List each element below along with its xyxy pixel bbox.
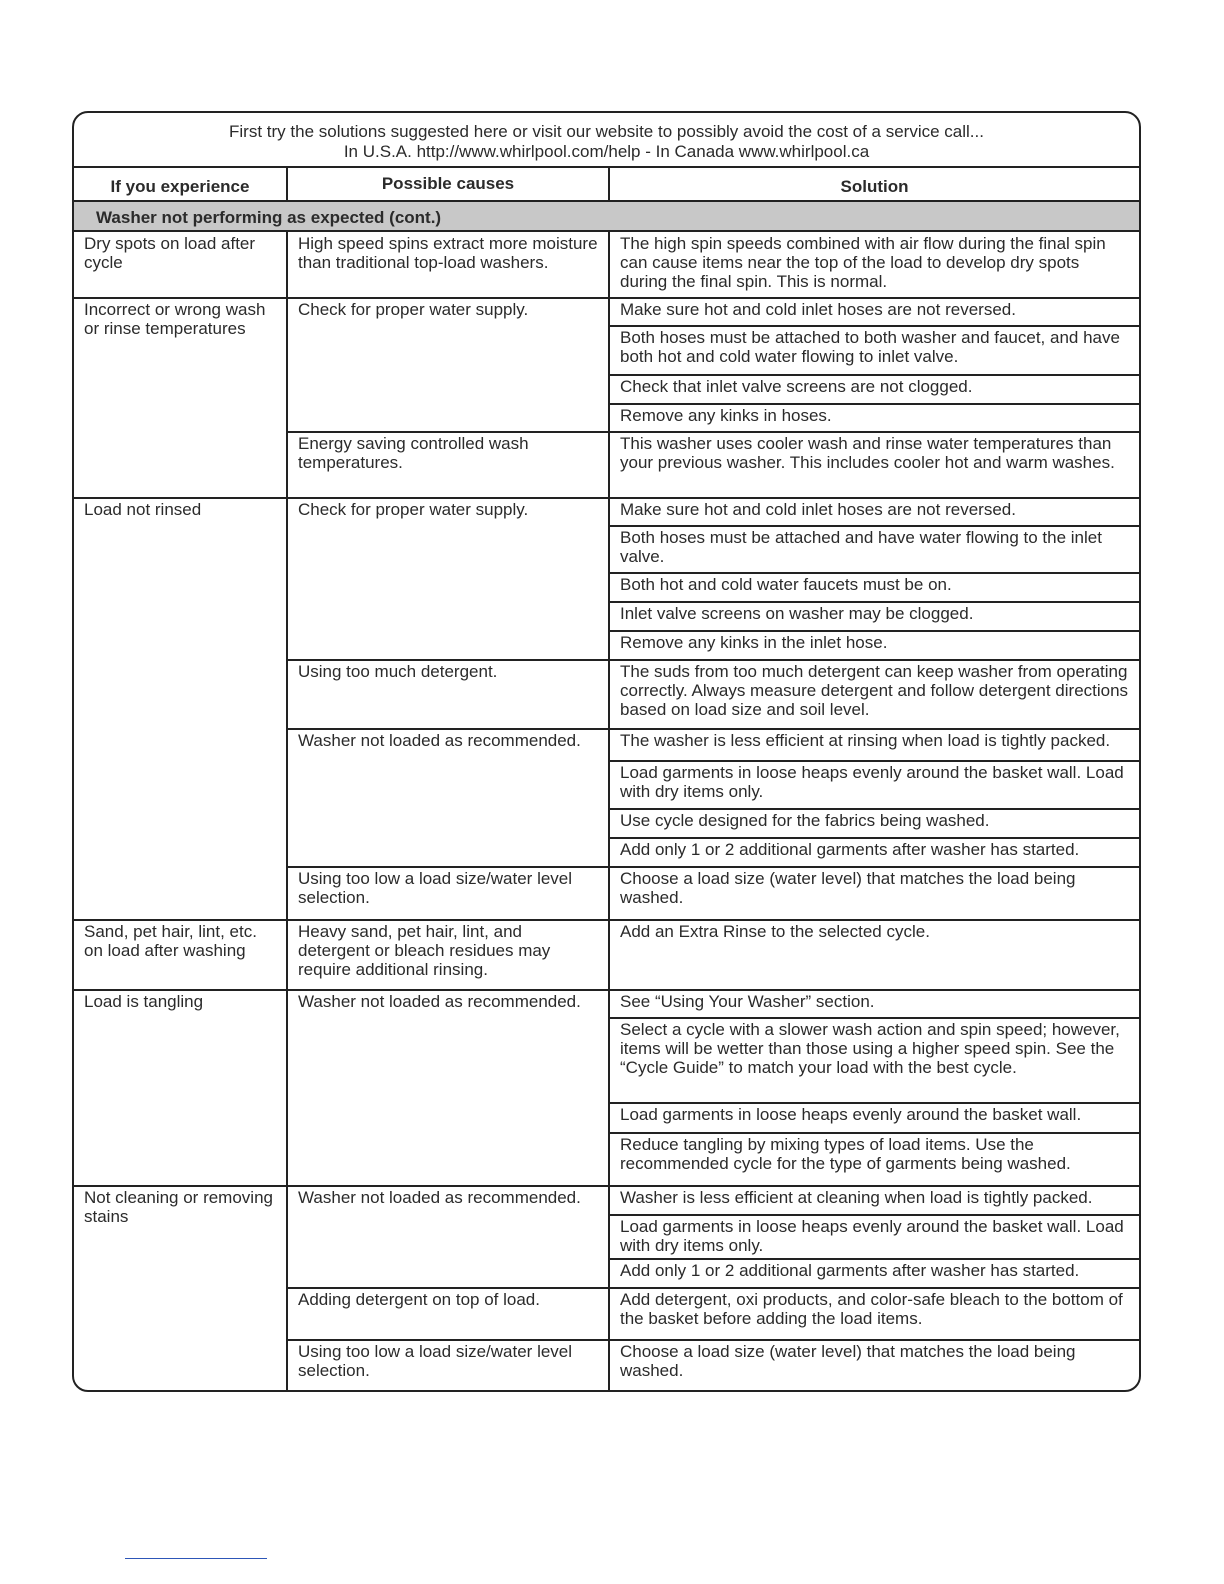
cause-cell: Using too much detergent. xyxy=(298,662,498,681)
intro-line-1: First try the solutions suggested here or visit our website to possibly avoid the cost of a service call... xyxy=(229,122,984,141)
cause-cell: Using too low a load size/water level selection. xyxy=(298,869,573,907)
solution-rule xyxy=(608,808,1139,810)
solution-cell: Add an Extra Rinse to the selected cycle. xyxy=(620,922,930,941)
solution-rule xyxy=(608,866,1139,868)
solution-cell: The washer is less efficient at rinsing when load is tightly packed. xyxy=(620,731,1111,750)
solution-cell: Both hoses must be attached and have water flowing to the inlet valve. xyxy=(620,528,1102,566)
solution-rule xyxy=(608,525,1139,527)
solution-cell: Make sure hot and cold inlet hoses are not reversed. xyxy=(620,300,1016,319)
solution-cell: Load garments in loose heaps evenly around the basket wall. Load with dry items only. xyxy=(620,763,1124,801)
section-band xyxy=(74,202,1139,231)
solution-cell: The suds from too much detergent can keep washer from operating correctly. Always measure detergent and follow detergent directions based on load size and soil level. xyxy=(620,662,1129,719)
cause-cell: Using too low a load size/water level selection. xyxy=(298,1342,573,1380)
solution-rule xyxy=(608,572,1139,574)
solution-cell: Use cycle designed for the fabrics being washed. xyxy=(620,811,990,830)
solution-rule xyxy=(608,1132,1139,1134)
solution-cell: See “Using Your Washer” section. xyxy=(620,992,875,1011)
experience-cell: Not cleaning or removing stains xyxy=(84,1188,273,1226)
solution-cell: Both hot and cold water faucets must be on. xyxy=(620,575,952,594)
solution-rule xyxy=(608,1339,1139,1341)
solution-cell: Check that inlet valve screens are not clogged. xyxy=(620,377,973,396)
header-solution: Solution xyxy=(840,177,909,196)
solution-cell: Remove any kinks in hoses. xyxy=(620,406,832,425)
column-divider-2 xyxy=(608,231,610,1392)
cause-cell: Washer not loaded as recommended. xyxy=(298,992,581,1011)
solution-rule xyxy=(608,760,1139,762)
solution-rule xyxy=(608,325,1139,327)
solution-rule xyxy=(608,1017,1139,1019)
solution-rule xyxy=(608,1102,1139,1104)
solution-cell: Add only 1 or 2 additional garments after washer has started. xyxy=(620,840,1080,859)
solution-rule xyxy=(608,297,1139,299)
troubleshooting-table xyxy=(72,111,1141,1392)
solution-cell: Add only 1 or 2 additional garments after washer has started. xyxy=(620,1261,1080,1280)
solution-rule xyxy=(608,1214,1139,1216)
solution-cell: Add detergent, oxi products, and color-safe bleach to the bottom of the basket before adding the load items. xyxy=(620,1290,1123,1328)
solution-rule xyxy=(608,728,1139,730)
solution-cell: Make sure hot and cold inlet hoses are not reversed. xyxy=(620,500,1016,519)
cause-cell: Washer not loaded as recommended. xyxy=(298,731,581,750)
solution-rule xyxy=(608,497,1139,499)
experience-cell: Load is tangling xyxy=(84,992,204,1011)
solution-cell: This washer uses cooler wash and rinse water temperatures than your previous washer. This includes cooler hot and warm washes. xyxy=(620,434,1115,472)
cause-cell: High speed spins extract more moisture than traditional top-load washers. xyxy=(298,234,598,272)
solution-cell: The high spin speeds combined with air flow during the final spin can cause items near the top of the load to develop dry spots during the final spin. This is normal. xyxy=(620,234,1106,291)
solution-cell: Inlet valve screens on washer may be clogged. xyxy=(620,604,974,623)
solution-cell: Select a cycle with a slower wash action and spin speed; however, items will be wetter than those using a higher speed spin. See the “Cycle Guide” to match your load with the best cycle. xyxy=(620,1020,1120,1077)
solution-rule xyxy=(608,1287,1139,1289)
solution-rule xyxy=(608,837,1139,839)
cause-cell: Adding detergent on top of load. xyxy=(298,1290,540,1309)
section-title: Washer not performing as expected (cont.) xyxy=(96,208,442,227)
solution-rule xyxy=(608,1258,1139,1260)
cause-cell: Heavy sand, pet hair, lint, and detergent or bleach residues may require additional rinsing. xyxy=(298,922,551,979)
cause-cell: Check for proper water supply. xyxy=(298,300,529,319)
solution-rule xyxy=(608,919,1139,921)
solution-cell: Reduce tangling by mixing types of load items. Use the recommended cycle for the type of garments being washed. xyxy=(620,1135,1071,1173)
solution-rule xyxy=(608,1185,1139,1187)
column-divider-1 xyxy=(286,231,288,1392)
solution-rule xyxy=(608,659,1139,661)
cause-cell: Washer not loaded as recommended. xyxy=(298,1188,581,1207)
experience-cell: Incorrect or wrong wash or rinse temperatures xyxy=(84,300,266,338)
header-causes: Possible causes xyxy=(381,174,515,193)
solution-cell: Choose a load size (water level) that matches the load being washed. xyxy=(620,1342,1076,1380)
solution-cell: Remove any kinks in the inlet hose. xyxy=(620,633,888,652)
solution-rule xyxy=(608,601,1139,603)
experience-cell: Load not rinsed xyxy=(84,500,202,519)
solution-cell: Load garments in loose heaps evenly around the basket wall. Load with dry items only. xyxy=(620,1217,1124,1255)
experience-cell: Dry spots on load after cycle xyxy=(84,234,256,272)
header-divider-2 xyxy=(608,166,610,202)
solution-cell: Choose a load size (water level) that matches the load being washed. xyxy=(620,869,1076,907)
solution-rule xyxy=(608,403,1139,405)
header-experience: If you experience xyxy=(110,177,250,196)
cause-cell: Energy saving controlled wash temperatures. xyxy=(298,434,529,472)
header-divider-1 xyxy=(286,166,288,202)
experience-cell: Sand, pet hair, lint, etc. on load after washing xyxy=(84,922,257,960)
footer-rule xyxy=(125,1558,267,1559)
solution-cell: Washer is less efficient at cleaning when load is tightly packed. xyxy=(620,1188,1093,1207)
intro-line-2: In U.S.A. http://www.whirlpool.com/help - In Canada www.whirlpool.ca xyxy=(343,142,870,161)
solution-rule xyxy=(608,431,1139,433)
solution-cell: Load garments in loose heaps evenly around the basket wall. xyxy=(620,1105,1082,1124)
solution-rule xyxy=(608,374,1139,376)
solution-rule xyxy=(608,989,1139,991)
solution-cell: Both hoses must be attached to both washer and faucet, and have both hot and cold water flowing to inlet valve. xyxy=(620,328,1120,366)
solution-rule xyxy=(608,630,1139,632)
cause-cell: Check for proper water supply. xyxy=(298,500,529,519)
